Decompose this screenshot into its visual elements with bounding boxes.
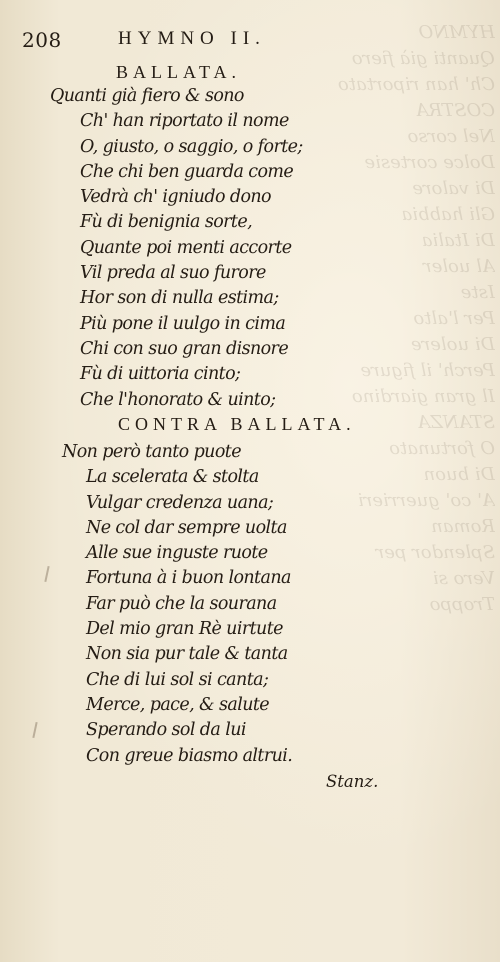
verse-line: Che di lui sol si canta;: [86, 669, 269, 690]
verse-line: Ch' han riportato il nome: [80, 111, 289, 132]
show-through-text: HYMNO Quanti già fiero Ch' han riportato COSTRA Nel corso Dolce cortesie Di valore Gli habbia Di Italia Al uoler Iste Per l'alto Di uolere Perch' il figure Il gran giardino STANZA O fortunato Di buon A' co' guerrieri Roman Splendor per Vero si Troppo: [337, 22, 495, 615]
verse-line: Hor son di nulla estima;: [80, 288, 279, 309]
verse-line: Con greue biasmo altrui.: [86, 745, 293, 766]
ballata-heading: BALLATA.: [116, 62, 242, 82]
verse-line: Sperando sol da lui: [86, 720, 246, 741]
running-title: HYMNO II.: [118, 28, 266, 49]
catchword: Stanz.: [326, 772, 379, 791]
verse-line: Che chi ben guarda come: [80, 161, 294, 182]
verse-line: Del mio gran Rè uirtute: [86, 619, 283, 640]
contra-ballata-heading: CONTRA BALLATA.: [118, 414, 356, 434]
verse-line: Fù di uittoria cinto;: [80, 364, 241, 385]
contra-ballata-verse: [58, 442, 292, 771]
verse-line: Ne col dar sempre uolta: [86, 517, 287, 538]
verse-line: Che l'honorato & uinto;: [80, 389, 276, 410]
verse-line: Quanti già fiero & sono: [50, 86, 244, 106]
verse-line: La scelerata & stolta: [86, 467, 259, 488]
verse-line: Vil preda al suo furore: [80, 263, 266, 284]
verse-line: Alle sue inguste ruote: [86, 543, 268, 564]
verse-line: Vedrà ch' igniudo dono: [80, 187, 271, 208]
verse-line: O, giusto, o saggio, o forte;: [80, 136, 303, 157]
ink-speck: [32, 722, 37, 738]
verse-line: Fù di benignia sorte,: [80, 212, 253, 233]
verse-line: Vulgar credenza uana;: [86, 492, 274, 513]
verse-line: Non sia pur tale & tanta: [86, 644, 288, 665]
verse-line: Quante poi menti accorte: [80, 237, 292, 258]
ink-speck: [44, 566, 49, 582]
verse-line: Merce, pace, & salute: [86, 694, 270, 715]
verse-line: Far può che la sourana: [86, 593, 277, 614]
running-head: [22, 28, 322, 54]
verse-line: Fortuna à i buon lontana: [86, 568, 291, 589]
verse-line: Chi con suo gran disnore: [80, 338, 289, 359]
ballata-verse: [50, 86, 303, 415]
verse-line: Più pone il uulgo in cima: [80, 313, 286, 334]
page-number: 208: [22, 28, 62, 52]
verse-line: Non però tanto puote: [62, 442, 241, 462]
